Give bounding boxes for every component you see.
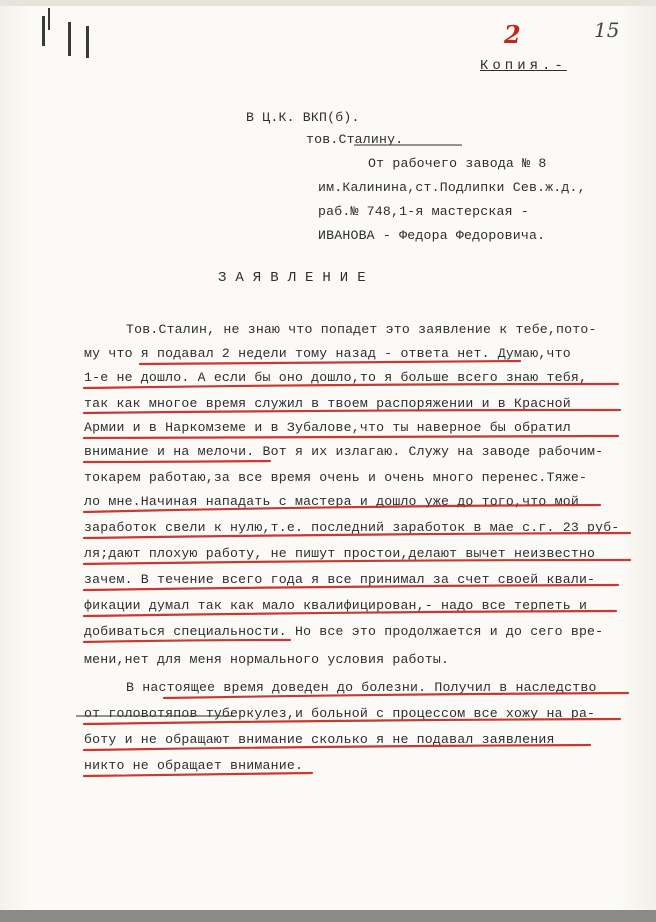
document-title: ЗАЯВЛЕНИЕ [218,270,375,286]
body-line-17: боту и не обращают внимание сколько я не подавал заявления [84,732,555,747]
body-line-2: му что я подавал 2 недели тому назад - ответа нет. Думаю,что [84,346,571,361]
body-line-1: Тов.Сталин, не знаю что попадет это заявление к тебе,пото- [126,322,597,337]
body-line-14: мени,нет для меня нормального условия работы. [84,652,450,667]
red-underline [84,560,630,564]
body-line-18: никто не обращает внимание. [84,758,304,773]
addressee-line-1: В Ц.К. ВКП(б). [246,110,360,125]
addressee-line-2: тов.Сталину. [306,132,404,147]
red-underline [84,585,618,590]
body-line-13: добиваться специальности. Но все это продолжается и до сего вре- [84,624,604,639]
red-underline [84,719,620,724]
red-underline [164,693,628,698]
page-bottom-edge [0,910,656,922]
body-line-5: Армии и в Наркомземе и в Зубалове,что ты наверное бы обратил [84,420,571,435]
body-line-4: так как многое время служил в твоем распоряжении и в Красной [84,396,571,411]
body-line-15: В настоящее время доведен до болезни. Получил в наследство [126,680,597,695]
body-line-11: зачем. В течение всего года я все принимал за счет своей квали- [84,572,596,587]
body-line-8: ло мне.Начиная нападать с мастера и дошло уже до того,что мой [84,494,579,509]
body-line-10: ля;дают плохую работу, не пишут простои,делают вычет неизвестно [84,546,596,561]
red-underline [84,611,616,616]
red-underline [140,361,520,364]
body-line-7: токарем работаю,за все время очень и очень много перенес.Тяже- [84,470,588,485]
red-underline [84,640,290,642]
body-line-9: заработок свели к нулю,т.е. последний заработок в мае с.г. 23 руб- [84,520,620,535]
body-line-16: от головотяпов туберкулез,и больной с процессом все хожу на ра- [84,706,596,721]
red-underline [84,505,600,512]
red-underline [84,745,590,750]
sender-line-3: раб.№ 748,1-я мастерская - [318,204,529,219]
body-line-6: внимание и на мелочи. Вот я их излагаю. Служу на заводе рабочим- [84,444,604,459]
red-underline [84,410,620,413]
body-line-12: фикации думал так как мало квалифицирован,- надо все терпеть и [84,598,588,613]
red-underline [84,384,618,388]
red-copy-number: 2 [504,20,521,49]
red-underline [84,533,630,538]
red-underline [84,773,312,776]
red-underline [84,436,618,438]
sender-line-2: им.Калинина,ст.Подлипки Сев.ж.д., [318,180,586,195]
sender-line-1: От рабочего завода № 8 [368,156,547,171]
copy-label: Копия.- [480,58,567,74]
sender-line-4: ИВАНОВА - Федора Федоровича. [318,228,546,243]
red-underline [84,461,270,462]
body-line-3: 1-е не дошло. А если бы оно дошло,то я больше всего знаю тебя, [84,370,588,385]
archive-page-number: 15 [594,18,620,42]
